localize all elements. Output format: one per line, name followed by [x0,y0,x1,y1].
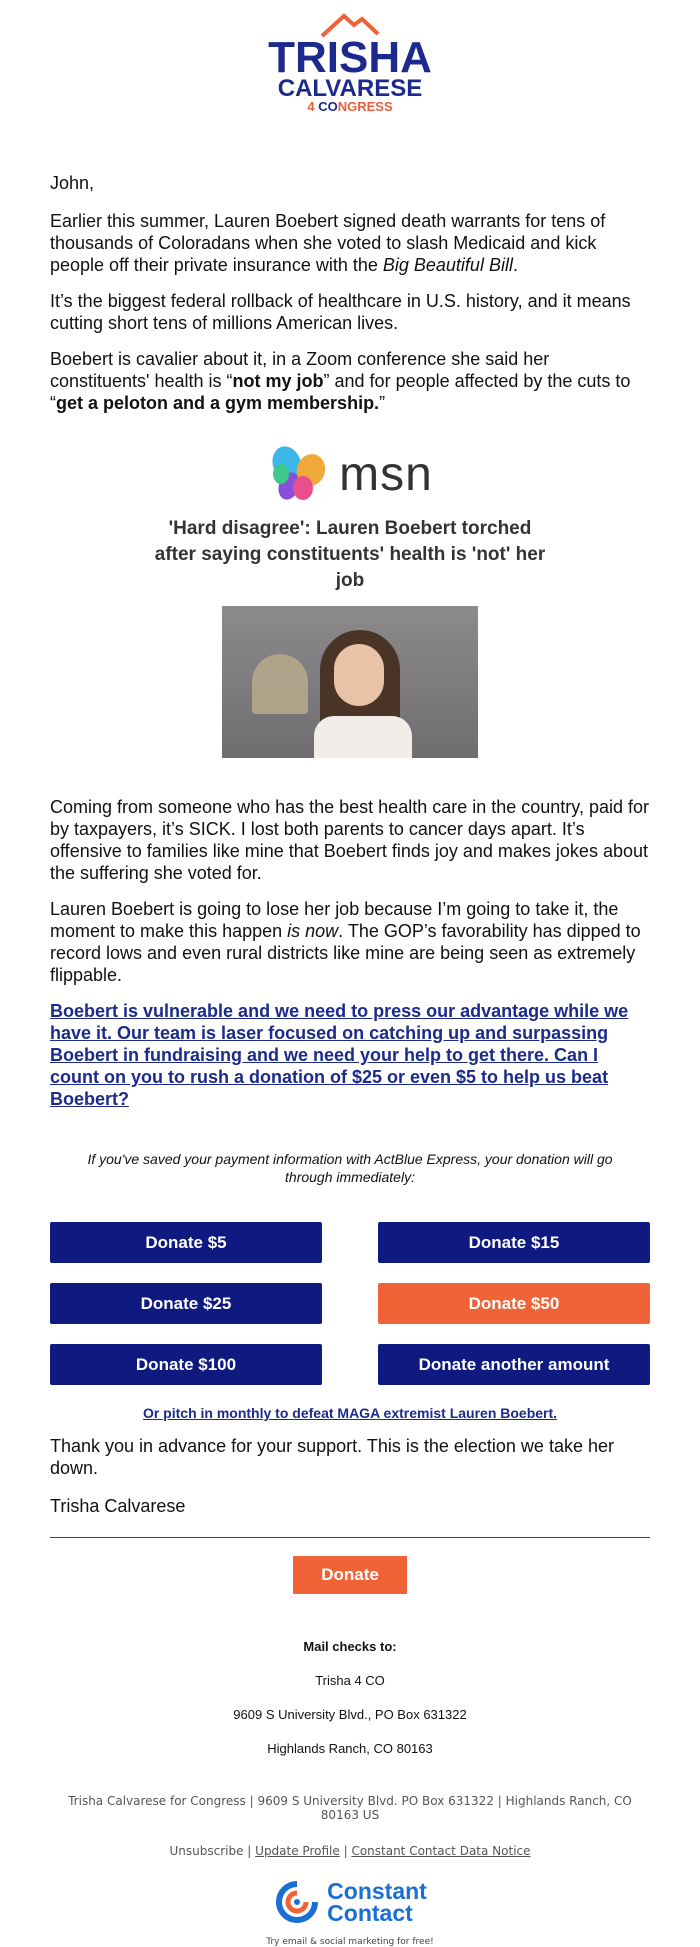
paragraph-1: Earlier this summer, Lauren Boebert signed death warrants for tens of thousands of Coloradans when she voted to slash Medicaid and kick people off their private insurance with the Big Beautiful Bill. [50,211,606,275]
donate-button[interactable]: Donate [293,1556,407,1594]
mail-checks-block [50,1630,650,1766]
update-profile-link[interactable]: Update Profile [255,1844,340,1858]
constant-contact-icon [273,1878,321,1926]
mail-line-3: Highlands Ranch, CO 80163 [267,1741,433,1756]
greeting: John, [50,173,95,193]
separator: | [343,1844,352,1858]
actblue-note: If you've saved your payment information with ActBlue Express, your donation will go through immediately: [87,1151,613,1185]
unsubscribe-link[interactable]: Unsubscribe [169,1844,244,1858]
msn-butterfly-icon [267,444,329,504]
donate-button-grid [50,1222,650,1385]
closing-paragraph: Thank you in advance for your support. This is the election we take her down. [50,1436,614,1478]
footer-address: Trisha Calvarese for Congress | 9609 S University Blvd. PO Box 631322 | Highlands Ranch, CO 80163 US [68,1794,632,1822]
logo-last-name: CALVARESE [277,75,423,102]
cc-word-2: Contact [327,1900,413,1926]
signature: Trisha Calvarese [50,1496,186,1516]
paragraph-3: Boebert is cavalier about it, in a Zoom conference she said her constituents' health is “not my job” and for people affected by the cuts to “get a peloton and a gym membership.” [50,349,631,413]
donate-100-button[interactable]: Donate $100 [50,1344,322,1385]
msn-wordmark: msn [339,447,433,501]
msn-logo [150,438,550,510]
mail-line-2: 9609 S University Blvd., PO Box 631322 [233,1707,467,1722]
mail-heading: Mail checks to: [303,1639,397,1654]
donation-appeal-link[interactable]: Boebert is vulnerable and we need to press our advantage while we have it. Our team is laser focused on catching up and surpassing Boebert in fundraising and we need your help to get there. Can I count on you to rush a donation of $25 or even $5 to help us beat Boebert? [50,1001,629,1109]
email-body [0,172,700,1766]
cc-logo [273,1878,427,1926]
constant-contact-badge[interactable] [0,1878,700,1947]
mail-line-1: Trisha 4 CO [315,1673,385,1688]
donate-50-button[interactable]: Donate $50 [378,1283,650,1324]
donate-15-button[interactable]: Donate $15 [378,1222,650,1263]
paragraph-5: Lauren Boebert is going to lose her job because I’m going to take it, the moment to make this happen is now. The GOP’s favorability has dipped to record lows and even rural districts like mine are being seen as extremely flippable. [50,899,641,985]
monthly-donation-link[interactable]: Or pitch in monthly to defeat MAGA extremist Lauren Boebert. [142,1405,558,1421]
paragraph-4: Coming from someone who has the best health care in the country, paid for by taxpayers, it’s SICK. I lost both parents to cancer days apart. It’s offensive to families like mine that Boebert finds joy and makes jokes about the suffering she voted for. [50,797,649,883]
data-notice-link[interactable]: Constant Contact Data Notice [351,1844,531,1858]
campaign-logo [0,0,700,130]
paragraph-2: It’s the biggest federal rollback of healthcare in U.S. history, and it means cutting short tens of millions American lives. [50,291,631,333]
footer-links [0,1844,700,1858]
donate-other-button[interactable]: Donate another amount [378,1344,650,1385]
cc-word-1: Constant [327,1878,427,1904]
msn-headline: 'Hard disagree': Lauren Boebert torched after saying constituents' health is 'not' her job [154,518,546,591]
monthly-link-wrap [50,1405,650,1423]
divider [50,1537,650,1538]
donate-5-button[interactable]: Donate $5 [50,1222,322,1263]
separator: | [247,1844,256,1858]
cc-tagline: Try email & social marketing for free! [266,1937,434,1947]
boebert-video-still [222,606,478,758]
donate-25-button[interactable]: Donate $25 [50,1283,322,1324]
logo-tagline: 4 CONGRESS [307,99,393,114]
logo-first-name: TRISHA [268,33,432,82]
msn-article-image[interactable] [150,438,550,758]
